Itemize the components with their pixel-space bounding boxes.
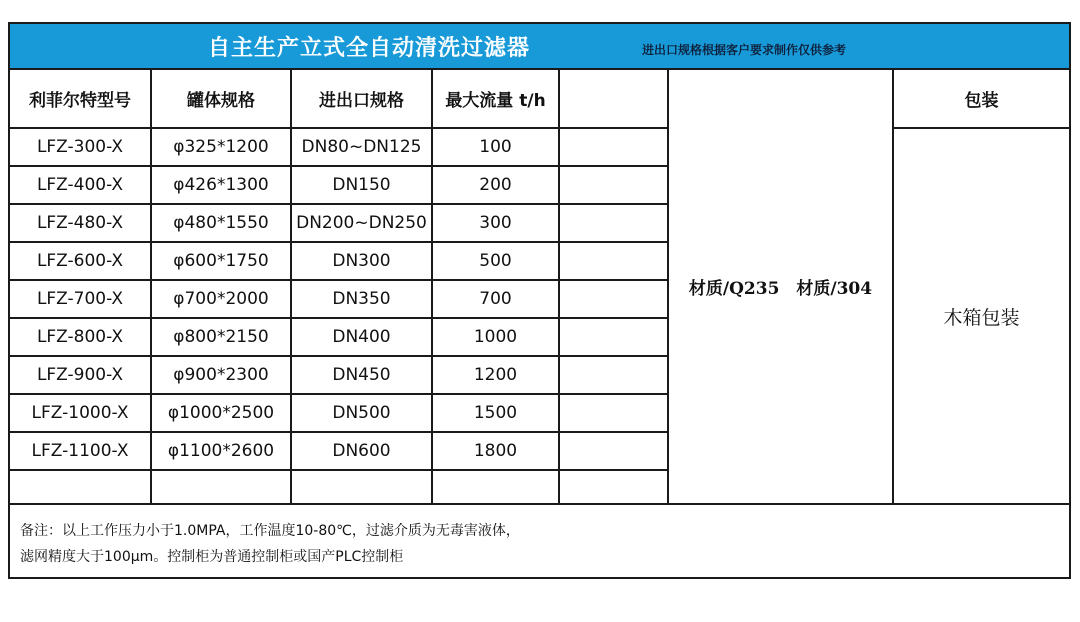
packaging-cell: 木箱包装 <box>893 128 1069 504</box>
cell-port-spec: DN300 <box>291 242 432 280</box>
cell-blank <box>559 280 668 318</box>
header-packaging: 包装 <box>893 70 1069 128</box>
cell-max-flow: 200 <box>432 166 559 204</box>
empty-cell <box>151 470 291 504</box>
empty-cell <box>559 470 668 504</box>
empty-cell <box>432 470 559 504</box>
cell-tank-spec: φ800*2150 <box>151 318 291 356</box>
header-tank-spec: 罐体规格 <box>151 70 291 128</box>
spec-sheet <box>8 22 1071 579</box>
header-model: 利菲尔特型号 <box>10 70 151 128</box>
cell-port-spec: DN400 <box>291 318 432 356</box>
cell-model: LFZ-1000-X <box>10 394 151 432</box>
banner-title: 自主生产立式全自动清洗过滤器 <box>208 36 531 61</box>
cell-tank-spec: φ1100*2600 <box>151 432 291 470</box>
cell-max-flow: 300 <box>432 204 559 242</box>
banner-note: 进出口规格根据客户要求制作仅供参考 <box>642 43 847 57</box>
cell-blank <box>559 128 668 166</box>
cell-port-spec: DN150 <box>291 166 432 204</box>
cell-max-flow: 500 <box>432 242 559 280</box>
cell-blank <box>559 394 668 432</box>
title-banner <box>10 24 1069 70</box>
cell-model: LFZ-300-X <box>10 128 151 166</box>
cell-max-flow: 700 <box>432 280 559 318</box>
cell-max-flow: 1500 <box>432 394 559 432</box>
cell-model: LFZ-1100-X <box>10 432 151 470</box>
cell-blank <box>559 318 668 356</box>
cell-model: LFZ-700-X <box>10 280 151 318</box>
cell-port-spec: DN450 <box>291 356 432 394</box>
spec-table <box>10 70 1069 505</box>
cell-blank <box>559 204 668 242</box>
header-max-flow: 最大流量 t/h <box>432 70 559 128</box>
material-cell: 材质/Q235 材质/304 <box>668 70 893 504</box>
cell-tank-spec: φ900*2300 <box>151 356 291 394</box>
cell-tank-spec: φ325*1200 <box>151 128 291 166</box>
cell-blank <box>559 356 668 394</box>
empty-cell <box>291 470 432 504</box>
header-blank <box>559 70 668 128</box>
footnote <box>20 518 520 570</box>
cell-max-flow: 1200 <box>432 356 559 394</box>
header-port-spec: 进出口规格 <box>291 70 432 128</box>
table-header-row <box>10 70 1069 128</box>
footnote-line-1: 备注：以上工作压力小于1.0MPA，工作温度10-80℃，过滤介质为无毒害液体， <box>20 523 520 539</box>
empty-cell <box>10 470 151 504</box>
cell-model: LFZ-600-X <box>10 242 151 280</box>
cell-model: LFZ-800-X <box>10 318 151 356</box>
cell-max-flow: 1000 <box>432 318 559 356</box>
cell-tank-spec: φ426*1300 <box>151 166 291 204</box>
cell-blank <box>559 166 668 204</box>
table-row <box>10 128 1069 166</box>
footnote-line-2: 滤网精度大于100μm。控制柜为普通控制柜或国产PLC控制柜 <box>20 549 404 565</box>
cell-port-spec: DN80~DN125 <box>291 128 432 166</box>
cell-port-spec: DN350 <box>291 280 432 318</box>
cell-max-flow: 100 <box>432 128 559 166</box>
cell-blank <box>559 432 668 470</box>
cell-max-flow: 1800 <box>432 432 559 470</box>
cell-tank-spec: φ1000*2500 <box>151 394 291 432</box>
cell-tank-spec: φ700*2000 <box>151 280 291 318</box>
cell-blank <box>559 242 668 280</box>
cell-tank-spec: φ480*1550 <box>151 204 291 242</box>
cell-tank-spec: φ600*1750 <box>151 242 291 280</box>
cell-model: LFZ-400-X <box>10 166 151 204</box>
cell-port-spec: DN600 <box>291 432 432 470</box>
cell-port-spec: DN500 <box>291 394 432 432</box>
cell-model: LFZ-900-X <box>10 356 151 394</box>
cell-model: LFZ-480-X <box>10 204 151 242</box>
cell-port-spec: DN200~DN250 <box>291 204 432 242</box>
